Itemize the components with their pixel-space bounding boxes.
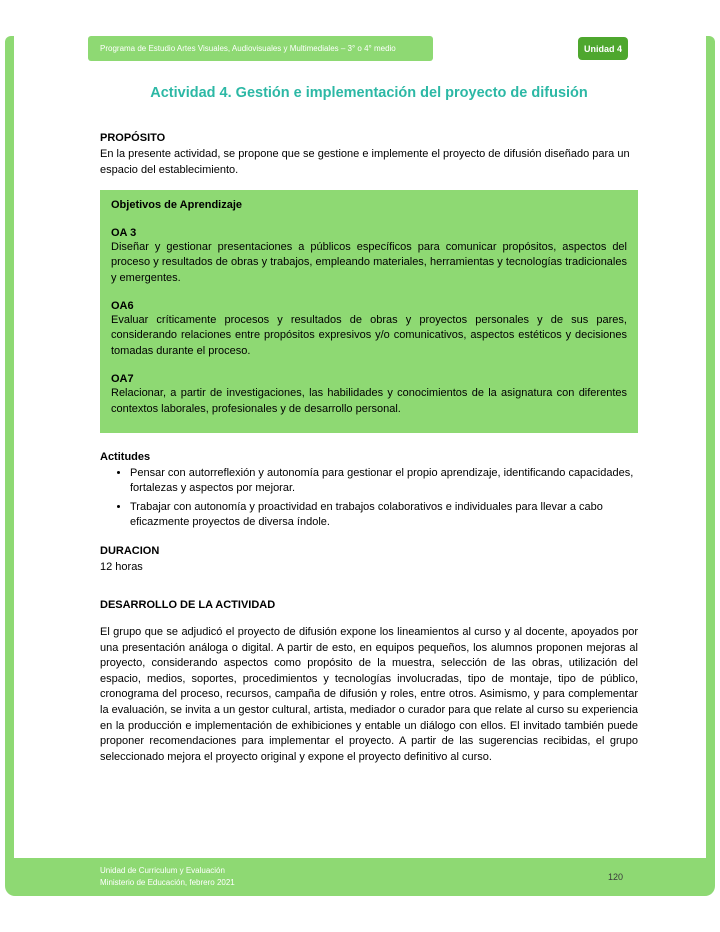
oa-code: OA 3	[111, 226, 137, 239]
objetivos-box	[100, 190, 638, 433]
footer-line1: Unidad de Curriculum y Evaluación	[100, 865, 225, 875]
duracion-text: 12 horas	[100, 560, 143, 573]
desarrollo-text: El grupo que se adjudicó el proyecto de difusión expone los lineamientos al curso y al docente, apoyados por una presentación análoga o digital. A partir de esto, en equipos pequeños, los alumnos proponen mejoras al proyecto, considerando aspectos como propósito de la muestra, selección de las obras, utilización del espacio, medios, soportes, procedimientos y tecnologías involucradas, tipo de montaje, tipo de público, cronograma del proceso, recursos, campaña de difusión y roles, entre otros. Asimismo, y para complementar la evaluación, se invita a un gestor cultural, artista, mediador o curador para que relate al curso su experiencia en la producción e implementación de exhibiciones y entable un diálogo con ellos. El invitado también puede proponer recomendaciones para implementar el proyecto. A partir de las sugerencias recibidas, el grupo seleccionado mejora el proyecto original y expone el proyecto definitivo al curso.	[100, 625, 638, 763]
desarrollo-heading: DESARROLLO DE LA ACTIVIDAD	[100, 598, 276, 611]
page-content	[100, 84, 638, 765]
actitudes-section	[100, 451, 638, 531]
actitudes-heading: Actitudes	[100, 451, 151, 464]
page-number: 120	[607, 872, 623, 882]
oa-item	[111, 227, 627, 286]
page-frame-left	[5, 36, 14, 860]
actitudes-list	[100, 466, 638, 531]
footer-bar	[5, 858, 715, 896]
objetivos-heading: Objetivos de Aprendizaje	[111, 198, 243, 211]
oa-text: Relacionar, a partir de investigaciones, las habilidades y conocimientos de la asignatura con diferentes contextos laborales, profesionales y de desarrollo personal.	[111, 387, 627, 415]
oa-text: Evaluar críticamente procesos y resultados de obras y proyectos personales y de sus pares, considerando relaciones entre propósitos expresivos y/o comunicativos, aspectos estéticos y decisiones tomadas durante el proceso.	[111, 314, 627, 357]
oa-code: OA7	[111, 373, 134, 386]
desarrollo-section	[100, 599, 638, 765]
actitudes-item: • Trabajar con autonomía y proactividad en trabajos colaborativos e individuales para llevar a cabo eficazmente proyectos de diversa índole.	[130, 500, 638, 531]
proposito-heading: PROPÓSITO	[100, 132, 166, 145]
activity-title: Actividad 4. Gestión e implementación del proyecto de difusión	[150, 85, 588, 101]
proposito-text: En la presente actividad, se propone que se gestione e implemente el proyecto de difusión diseñado para un espacio del establecimiento.	[100, 148, 630, 176]
oa-text: Diseñar y gestionar presentaciones a públicos específicos para comunicar propósitos, aspectos del proceso y resultados de obras y trabajos, empleando materiales, herramientas y tecnologías tradicionales y emergentes.	[111, 240, 627, 284]
unit-badge: Unidad 4	[578, 37, 628, 60]
oa-item	[111, 300, 627, 359]
duracion-heading: DURACION	[100, 544, 160, 557]
header-program-label: Programa de Estudio Artes Visuales, Audiovisuales y Multimediales – 3° o 4° medio	[100, 44, 396, 53]
footer-credits	[100, 865, 235, 890]
oa-item	[111, 373, 627, 417]
duracion-section	[100, 545, 638, 575]
page-frame-right	[706, 36, 715, 860]
header-bar	[88, 36, 433, 61]
footer-line2: Ministerio de Educación, febrero 2021	[100, 878, 235, 887]
proposito-section	[100, 132, 638, 178]
actitudes-item: • Pensar con autorreflexión y autonomía para gestionar el propio aprendizaje, identificando capacidades, fortalezas y aspectos por mejorar.	[130, 466, 638, 497]
oa-code: OA6	[111, 300, 134, 313]
